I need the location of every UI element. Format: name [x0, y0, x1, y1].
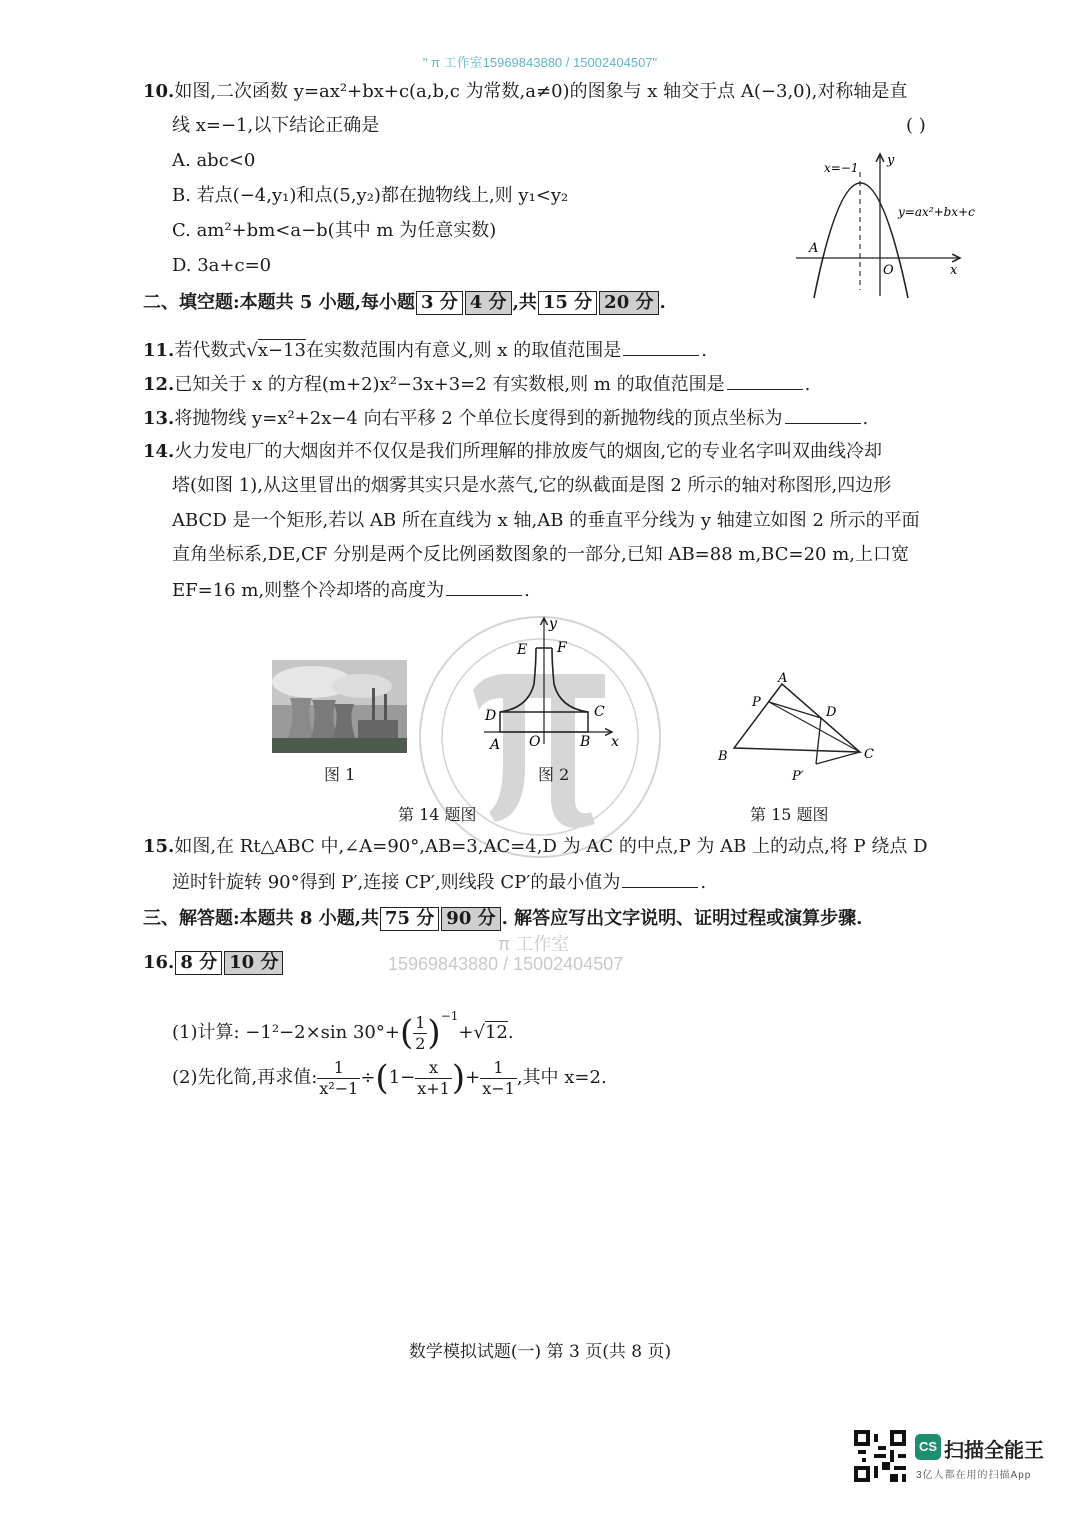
parabola-curve — [814, 183, 908, 298]
frac-den: x−1 — [482, 1078, 515, 1098]
qr-code-icon — [854, 1430, 906, 1482]
label-o: O — [883, 263, 894, 278]
segment-dp2 — [816, 718, 821, 764]
fig15-label-b: B — [718, 749, 728, 764]
fig2-label-x: x — [611, 734, 619, 750]
fig2-label-d: D — [485, 708, 497, 724]
fraction-1-over-x-1 — [480, 1058, 517, 1099]
label-x: x — [950, 263, 958, 278]
q15-end: . — [700, 872, 707, 893]
mid-watermark-studio: π 工作室 — [498, 934, 570, 954]
q10-answer-bracket: ( ) — [906, 115, 926, 136]
q12-number: 12. — [143, 374, 175, 395]
q13-answer-blank[interactable] — [785, 405, 861, 424]
plus-sign: + — [465, 1067, 481, 1088]
q16-number: 16. — [143, 952, 175, 973]
q13 — [143, 405, 868, 431]
frac-num: 1 — [415, 1012, 426, 1032]
q11-number: 11. — [143, 340, 175, 361]
fig2-label-e: E — [517, 642, 528, 658]
q16-p1-end: . — [507, 1022, 514, 1043]
q16-p1-label: (1)计算: — [172, 1022, 240, 1043]
segment-pd — [769, 702, 821, 718]
fraction-x-over-x1 — [415, 1058, 452, 1099]
fraction-one-half — [413, 1013, 427, 1054]
fraction-1-over-x2-1 — [317, 1058, 360, 1099]
q15-line2 — [172, 869, 706, 895]
radicand-12: 12 — [484, 1022, 508, 1043]
frac-den: 2 — [415, 1033, 426, 1053]
q10-option-c: C. am²+bm<a−b(其中 m 为任意实数) — [172, 220, 497, 241]
sec2-total-box-1: 15 分 — [538, 291, 597, 315]
frac-den: x+1 — [417, 1078, 450, 1098]
q15-line1 — [143, 835, 928, 859]
q12-end: . — [804, 374, 811, 395]
label-a: A — [809, 241, 819, 256]
camscanner-tagline: 3亿人都在用的扫描App — [916, 1470, 1032, 1481]
fig15-label-a: A — [778, 671, 788, 686]
q16-part1 — [172, 994, 514, 1053]
q14-answer-blank[interactable] — [446, 577, 522, 596]
fig2-label-o: O — [529, 734, 541, 750]
frac-num: x — [415, 1058, 452, 1079]
cooling-tower-photo — [272, 660, 407, 753]
q16-p1-expr: −1²−2×sin 30°+ — [245, 1022, 400, 1043]
q12 — [143, 371, 810, 397]
sqrt-symbol: √ — [473, 1022, 485, 1043]
q12-text: 已知关于 x 的方程(m+2)x²−3x+3=2 有实数根,则 m 的取值范围是 — [174, 374, 725, 395]
fig15-label-p-prime: P′ — [792, 769, 804, 784]
frac-num: 1 — [480, 1058, 517, 1079]
figure-15-title: 第 15 题图 — [750, 805, 829, 824]
fig2-label-c: C — [594, 704, 605, 720]
q16-p2-label: (2)先化简,再求值: — [172, 1067, 318, 1088]
q14-line2: 塔(如图 1),从这里冒出的烟雾其实只是水蒸气,它的纵截面是图 2 所示的轴对称图形,四边形 — [172, 475, 892, 496]
q14-number: 14. — [143, 441, 175, 462]
q14-line5 — [172, 577, 530, 603]
fig2-label-a: A — [490, 737, 501, 753]
q14-text1: 火力发电厂的大烟囱并不仅仅是我们所理解的排放废气的烟囱,它的专业名字叫双曲线冷却 — [174, 441, 883, 462]
q13-number: 13. — [143, 408, 175, 429]
q11-radicand: x−13 — [257, 340, 306, 361]
sec2-score-box-1: 3 分 — [416, 291, 463, 315]
sec2-total-box-2: 20 分 — [599, 291, 658, 315]
q10-option-b: B. 若点(−4,y₁)和点(5,y₂)都在抛物线上,则 y₁<y₂ — [172, 185, 569, 206]
fig15-label-c: C — [864, 747, 874, 762]
paren-close: ) — [427, 1013, 441, 1053]
q12-answer-blank[interactable] — [727, 371, 803, 390]
fig15-label-d: D — [826, 705, 837, 720]
q13-end: . — [862, 408, 869, 429]
figure-14-title: 第 14 题图 — [398, 805, 477, 824]
q15-text2: 逆时针旋转 90°得到 P′,连接 CP′,则线段 CP′的最小值为 — [172, 872, 621, 893]
q11-text-b: 在实数范围内有意义,则 x 的取值范围是 — [305, 340, 622, 361]
q10-line2: 线 x=−1,以下结论正确是 — [172, 115, 380, 136]
sec3-tail: . 解答应写出文字说明、证明过程或演算步骤. — [501, 908, 863, 929]
curve-cf — [552, 648, 588, 712]
fig2-label-f: F — [557, 640, 567, 656]
one-minus: 1− — [388, 1067, 416, 1088]
q11-end: . — [701, 340, 708, 361]
plus-sign: + — [458, 1022, 474, 1043]
q14-text5: EF=16 m,则整个冷却塔的高度为 — [172, 580, 445, 601]
q16-p2-end: ,其中 x=2. — [516, 1067, 607, 1088]
q10-parabola-graph — [790, 148, 980, 300]
figure-15-triangle — [712, 668, 882, 788]
q13-text: 将抛物线 y=x²+2x−4 向右平移 2 个单位长度得到的新抛物线的顶点坐标为 — [174, 408, 783, 429]
fig15-label-p: P — [752, 695, 761, 710]
sqrt-symbol: √ — [246, 340, 258, 361]
section-2-heading — [143, 291, 666, 315]
q10-line1 — [143, 80, 907, 104]
q11 — [143, 337, 707, 363]
top-watermark: " π 工作室15969843880 / 15002404507" — [422, 55, 658, 70]
section-3-heading — [143, 907, 862, 931]
sec2-mid: ,共 — [512, 292, 537, 313]
q15-text1: 如图,在 Rt△ABC 中,∠A=90°,AB=3,AC=4,D 为 AC 的中点,P 为 AB 上的动点,将 P 绕点 D — [174, 836, 928, 857]
q10-text1: 如图,二次函数 y=ax²+bx+c(a,b,c 为常数,a≠0)的图象与 x 轴交于点 A(−3,0),对称轴是直 — [174, 81, 908, 102]
q11-text-a: 若代数式 — [174, 340, 247, 361]
sec3-head: 三、解答题:本题共 8 小题,共 — [143, 908, 379, 929]
q10-option-a: A. abc<0 — [172, 150, 256, 171]
q16-part2 — [172, 1056, 607, 1102]
paren-open: ( — [375, 1058, 389, 1098]
q10-number: 10. — [143, 81, 175, 102]
sec3-score-box-1: 75 分 — [380, 907, 439, 931]
fig2-label-y: y — [549, 616, 557, 632]
sec3-score-box-2: 90 分 — [441, 907, 500, 931]
sec2-score-box-2: 4 分 — [465, 291, 512, 315]
camscanner-title: 扫描全能王 — [944, 1440, 1044, 1462]
frac-den: x²−1 — [319, 1078, 359, 1098]
q14-line3: ABCD 是一个矩形,若以 AB 所在直线为 x 轴,AB 的垂直平分线为 y 轴建立如图 2 所示的平面 — [172, 510, 920, 531]
label-x-eq: x=−1 — [824, 161, 859, 175]
q16-heading — [143, 951, 284, 975]
label-y: y — [887, 153, 895, 168]
figure-1-caption: 图 1 — [324, 765, 356, 784]
camscanner-logo-icon: CS — [915, 1434, 941, 1460]
exponent: −1 — [440, 1009, 459, 1023]
q14-line1 — [143, 440, 882, 464]
mid-watermark-phones: 15969843880 / 15002404507 — [388, 954, 624, 974]
page-footer: 数学模拟试题(一) 第 3 页(共 8 页) — [408, 1342, 672, 1362]
q11-answer-blank[interactable] — [623, 337, 699, 356]
sec2-end: . — [659, 292, 666, 313]
q15-number: 15. — [143, 836, 175, 857]
frac-num: 1 — [317, 1058, 360, 1079]
sec2-head: 二、填空题:本题共 5 小题,每小题 — [143, 292, 415, 313]
figure-2-caption: 图 2 — [538, 765, 570, 784]
q14-line4: 直角坐标系,DE,CF 分别是两个反比例函数图象的一部分,已知 AB=88 m,BC=20 m,上口宽 — [172, 544, 909, 565]
q14-end: . — [524, 580, 530, 601]
q10-option-d: D. 3a+c=0 — [172, 255, 272, 276]
q15-answer-blank[interactable] — [622, 869, 698, 888]
label-curve: y=ax²+bx+c — [898, 205, 975, 219]
cooling-tower-cross-section — [470, 612, 630, 757]
q16-score-box-1: 8 分 — [175, 951, 222, 975]
segment-pc — [769, 702, 860, 752]
q16-score-box-2: 10 分 — [224, 951, 283, 975]
paren-close: ) — [451, 1058, 466, 1098]
divide-sign: ÷ — [360, 1067, 376, 1088]
paren-open: ( — [399, 1013, 414, 1053]
fig2-label-b: B — [580, 734, 591, 750]
segment-p2c — [816, 752, 860, 764]
